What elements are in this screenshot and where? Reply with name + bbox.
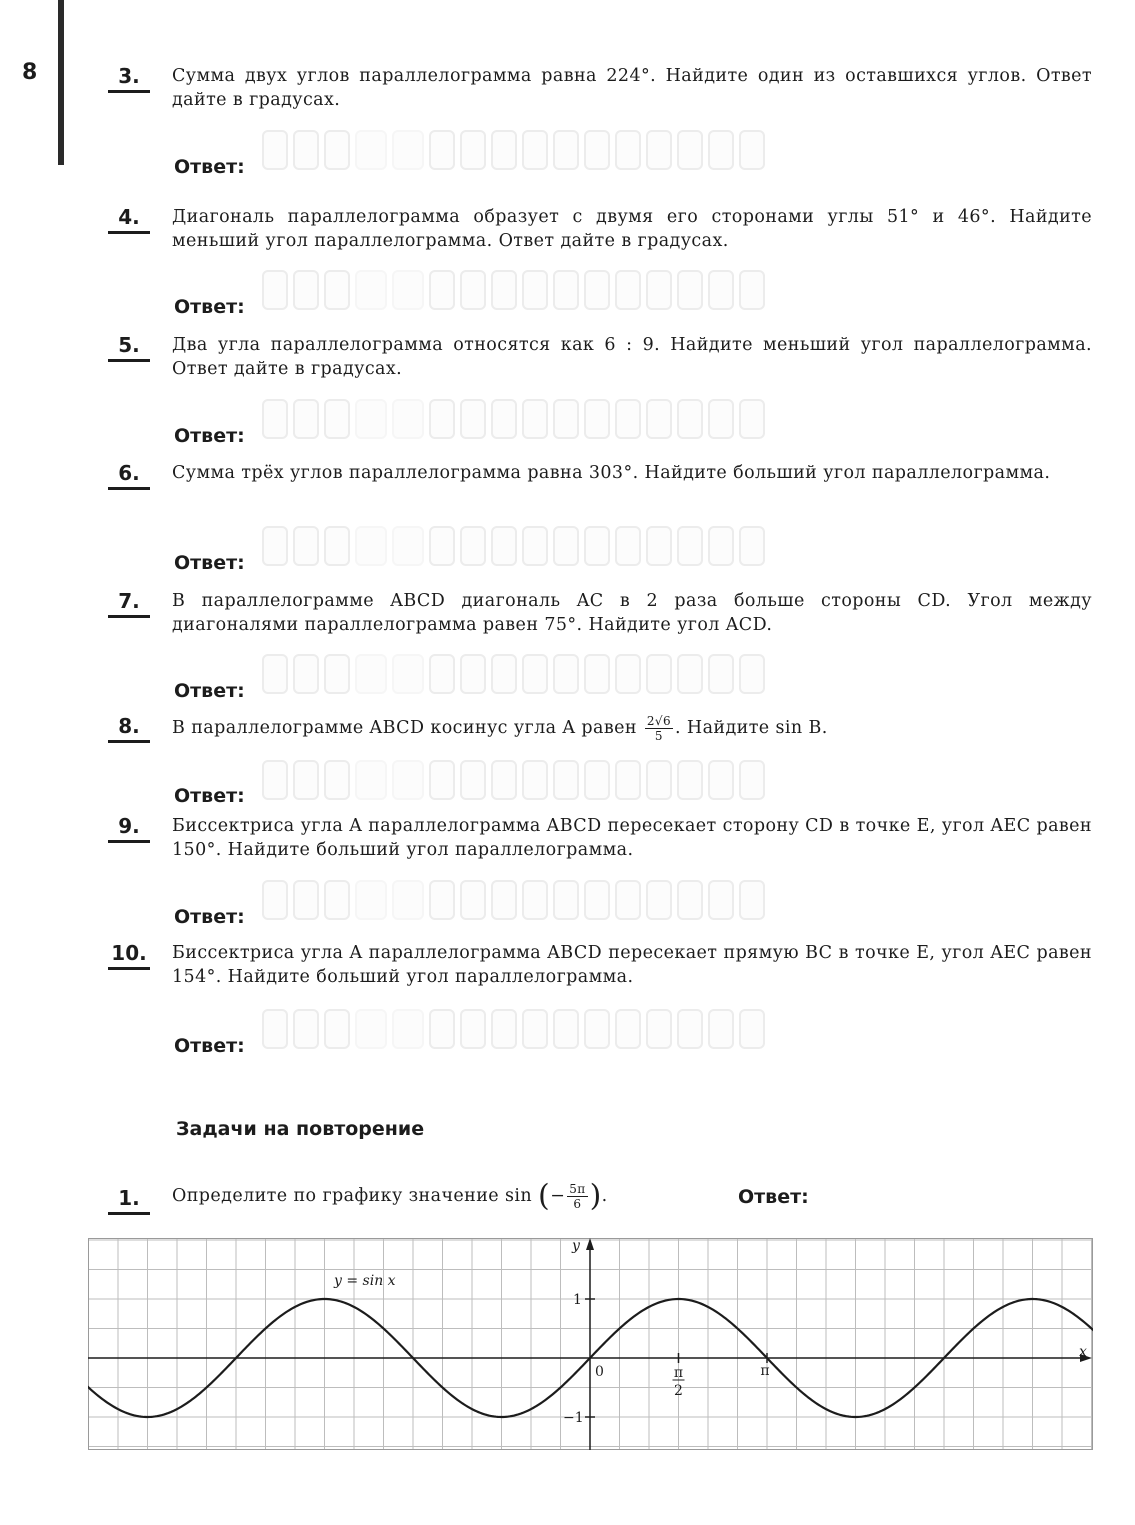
answer-cell[interactable] xyxy=(739,1009,765,1049)
answer-cell[interactable] xyxy=(739,270,765,310)
answer-cell[interactable] xyxy=(553,654,579,694)
answer-cell[interactable] xyxy=(708,399,734,439)
answer-label: Ответ: xyxy=(174,425,245,447)
answer-cell[interactable] xyxy=(615,270,641,310)
task-number: 6. xyxy=(108,461,150,490)
answer-cell[interactable] xyxy=(262,1009,288,1049)
answer-label: Ответ: xyxy=(174,552,245,574)
answer-cell[interactable] xyxy=(708,270,734,310)
answer-cell[interactable] xyxy=(392,1009,424,1049)
answer-cell[interactable] xyxy=(324,526,350,566)
answer-cells[interactable] xyxy=(262,1009,770,1049)
task-number: 3. xyxy=(108,64,150,93)
task-text-before: В параллелограмме ABCD косинус угла A равен xyxy=(172,718,637,738)
answer-cell[interactable] xyxy=(677,526,703,566)
fraction xyxy=(645,714,673,743)
answer-cell[interactable] xyxy=(460,1009,486,1049)
answer-cell[interactable] xyxy=(491,526,517,566)
answer-cell[interactable] xyxy=(392,654,424,694)
task-text: Два угла параллелограмма относятся как 6 : 9. Найдите меньший угол параллелограмма. Ответ дайте в градусах. xyxy=(172,335,1092,379)
answer-cell[interactable] xyxy=(584,760,610,800)
answer-cell[interactable] xyxy=(491,760,517,800)
answer-cell[interactable] xyxy=(491,399,517,439)
right-paren: ) xyxy=(589,1178,602,1214)
task-text: Диагональ параллелограмма образует с двумя его сторонами углы 51° и 46°. Найдите меньший угол параллелограмма. Ответ дайте в градусах. xyxy=(172,207,1092,251)
answer-cell[interactable] xyxy=(429,526,455,566)
answer-cell[interactable] xyxy=(646,526,672,566)
answer-cell[interactable] xyxy=(553,130,579,170)
answer-cell[interactable] xyxy=(646,880,672,920)
task-number: 1. xyxy=(108,1186,150,1215)
answer-cell[interactable] xyxy=(553,880,579,920)
answer-cell[interactable] xyxy=(262,654,288,694)
answer-cell[interactable] xyxy=(355,654,387,694)
task-text-after: . xyxy=(601,1186,608,1206)
answer-cell[interactable] xyxy=(584,130,610,170)
left-paren: ( xyxy=(538,1178,551,1214)
x-tick-label-pi-half-denominator: 2 xyxy=(674,1383,683,1399)
margin-bar xyxy=(58,0,64,165)
answer-cell[interactable] xyxy=(460,399,486,439)
answer-cell[interactable] xyxy=(584,654,610,694)
answer-label: Ответ: xyxy=(174,906,245,928)
answer-cell[interactable] xyxy=(677,760,703,800)
answer-cell[interactable] xyxy=(491,130,517,170)
answer-cell[interactable] xyxy=(324,760,350,800)
answer-cell[interactable] xyxy=(324,654,350,694)
answer-cell[interactable] xyxy=(677,130,703,170)
answer-cell[interactable] xyxy=(355,1009,387,1049)
answer-cell[interactable] xyxy=(739,526,765,566)
answer-cell[interactable] xyxy=(522,399,548,439)
answer-cell[interactable] xyxy=(392,880,424,920)
answer-cell[interactable] xyxy=(739,399,765,439)
answer-cell[interactable] xyxy=(553,270,579,310)
answer-cell[interactable] xyxy=(429,880,455,920)
minus-sign: − xyxy=(550,1186,566,1206)
answer-label: Ответ: xyxy=(174,680,245,702)
origin-label: 0 xyxy=(595,1364,604,1380)
function-label: y = sin x xyxy=(334,1273,396,1289)
answer-cell[interactable] xyxy=(522,880,548,920)
answer-cell[interactable] xyxy=(615,760,641,800)
task-text: Биссектриса угла A параллелограмма ABCD пересекает сторону CD в точке E, угол AEC равен 150°. Найдите больший угол параллелограмма. xyxy=(172,816,1092,860)
answer-cell[interactable] xyxy=(677,270,703,310)
answer-cell[interactable] xyxy=(262,270,288,310)
answer-cell[interactable] xyxy=(491,270,517,310)
task-text: Сумма трёх углов параллелограмма равна 303°. Найдите больший угол параллелограмма. xyxy=(172,463,1051,483)
answer-cell[interactable] xyxy=(293,1009,319,1049)
answer-cell[interactable] xyxy=(293,654,319,694)
answer-label: Ответ: xyxy=(174,296,245,318)
answer-cell[interactable] xyxy=(429,1009,455,1049)
x-tick-label-pi-half-numerator: π xyxy=(673,1365,684,1381)
answer-cell[interactable] xyxy=(708,526,734,566)
answer-cell[interactable] xyxy=(491,654,517,694)
answer-cells[interactable] xyxy=(262,526,770,566)
task-text xyxy=(172,714,1092,743)
answer-cell[interactable] xyxy=(392,760,424,800)
fraction xyxy=(567,1182,587,1211)
answer-cells[interactable] xyxy=(262,270,770,310)
answer-cell[interactable] xyxy=(262,526,288,566)
task-text: Сумма двух углов параллелограмма равна 224°. Найдите один из оставшихся углов. Ответ дайте в градусах. xyxy=(172,66,1092,110)
answer-cell[interactable] xyxy=(677,399,703,439)
answer-cell[interactable] xyxy=(355,130,387,170)
task-number: 10. xyxy=(108,941,150,970)
answer-cell[interactable] xyxy=(262,760,288,800)
task-number: 9. xyxy=(108,814,150,843)
answer-cell[interactable] xyxy=(460,130,486,170)
answer-cell[interactable] xyxy=(392,526,424,566)
answer-cell[interactable] xyxy=(355,880,387,920)
task-text-before: Определите по графику значение sin xyxy=(172,1186,533,1206)
answer-cell[interactable] xyxy=(293,130,319,170)
y-tick-label-1: 1 xyxy=(573,1292,582,1308)
answer-cell[interactable] xyxy=(262,130,288,170)
answer-cell[interactable] xyxy=(355,270,387,310)
x-tick-label-pi: π xyxy=(760,1363,770,1379)
answer-cell[interactable] xyxy=(646,270,672,310)
answer-cell[interactable] xyxy=(429,270,455,310)
answer-cells[interactable] xyxy=(262,880,770,920)
answer-cell[interactable] xyxy=(262,399,288,439)
answer-cell[interactable] xyxy=(293,270,319,310)
answer-cell[interactable] xyxy=(708,1009,734,1049)
answer-cell[interactable] xyxy=(646,130,672,170)
answer-cell[interactable] xyxy=(522,760,548,800)
answer-cell[interactable] xyxy=(460,760,486,800)
answer-label: Ответ: xyxy=(174,1035,245,1057)
answer-cell[interactable] xyxy=(460,880,486,920)
task-text-after: . Найдите sin B. xyxy=(675,718,828,738)
answer-cell[interactable] xyxy=(355,399,387,439)
answer-cell[interactable] xyxy=(522,1009,548,1049)
answer-cell[interactable] xyxy=(324,270,350,310)
answer-cell[interactable] xyxy=(584,880,610,920)
y-axis-label: y xyxy=(572,1238,580,1254)
answer-cell[interactable] xyxy=(708,880,734,920)
page-number: 8 xyxy=(22,60,37,85)
answer-cell[interactable] xyxy=(324,130,350,170)
answer-cell[interactable] xyxy=(553,399,579,439)
answer-cells[interactable] xyxy=(262,760,770,800)
answer-cell[interactable] xyxy=(584,270,610,310)
answer-cell[interactable] xyxy=(584,1009,610,1049)
answer-cell[interactable] xyxy=(708,760,734,800)
answer-label: Ответ: xyxy=(174,156,245,178)
answer-cell[interactable] xyxy=(615,1009,641,1049)
answer-cell[interactable] xyxy=(553,526,579,566)
answer-cell[interactable] xyxy=(355,526,387,566)
answer-cell[interactable] xyxy=(708,130,734,170)
answer-cell[interactable] xyxy=(615,880,641,920)
answer-cell[interactable] xyxy=(491,880,517,920)
section-title: Задачи на повторение xyxy=(176,1118,425,1140)
answer-cell[interactable] xyxy=(293,880,319,920)
answer-cell[interactable] xyxy=(553,1009,579,1049)
x-axis-label: x xyxy=(1079,1344,1087,1360)
answer-cell[interactable] xyxy=(429,654,455,694)
answer-cell[interactable] xyxy=(646,760,672,800)
answer-cell[interactable] xyxy=(429,130,455,170)
answer-cell[interactable] xyxy=(522,526,548,566)
answer-cell[interactable] xyxy=(708,654,734,694)
answer-cell[interactable] xyxy=(324,1009,350,1049)
answer-cell[interactable] xyxy=(491,1009,517,1049)
answer-cell[interactable] xyxy=(739,654,765,694)
answer-cell[interactable] xyxy=(646,654,672,694)
fraction-numerator: 5π xyxy=(569,1182,586,1196)
answer-cell[interactable] xyxy=(615,654,641,694)
answer-cell[interactable] xyxy=(615,526,641,566)
answer-cell[interactable] xyxy=(460,654,486,694)
answer-cell[interactable] xyxy=(553,760,579,800)
answer-cell[interactable] xyxy=(262,880,288,920)
answer-cell[interactable] xyxy=(739,130,765,170)
answer-cell[interactable] xyxy=(293,526,319,566)
answer-cell[interactable] xyxy=(522,270,548,310)
answer-cell[interactable] xyxy=(739,880,765,920)
answer-cells[interactable] xyxy=(262,130,770,170)
answer-cell[interactable] xyxy=(324,880,350,920)
answer-cell[interactable] xyxy=(584,526,610,566)
task-text xyxy=(172,1178,1092,1214)
task-text: В параллелограмме ABCD диагональ AC в 2 раза больше стороны CD. Угол между диагоналями параллелограмма равен 75°. Найдите угол ACD. xyxy=(172,591,1092,635)
task-number: 8. xyxy=(108,714,150,743)
answer-cell[interactable] xyxy=(522,130,548,170)
answer-cell[interactable] xyxy=(355,760,387,800)
answer-cell[interactable] xyxy=(293,760,319,800)
answer-cell[interactable] xyxy=(646,399,672,439)
answer-cell[interactable] xyxy=(615,130,641,170)
fraction-denominator: 6 xyxy=(573,1197,582,1211)
answer-cell[interactable] xyxy=(392,130,424,170)
answer-cell[interactable] xyxy=(615,399,641,439)
answer-cell[interactable] xyxy=(324,399,350,439)
answer-cell[interactable] xyxy=(392,270,424,310)
answer-cell[interactable] xyxy=(646,1009,672,1049)
answer-label: Ответ: xyxy=(174,785,245,807)
sine-graph xyxy=(88,1238,1093,1450)
fraction-numerator: 2√6 xyxy=(646,714,671,728)
answer-cells[interactable] xyxy=(262,654,770,694)
answer-cell[interactable] xyxy=(460,526,486,566)
answer-cell[interactable] xyxy=(392,399,424,439)
fraction-denominator: 5 xyxy=(654,729,663,743)
answer-cell[interactable] xyxy=(739,760,765,800)
answer-label: Ответ: xyxy=(738,1186,809,1208)
answer-cell[interactable] xyxy=(677,880,703,920)
answer-cells[interactable] xyxy=(262,399,770,439)
answer-cell[interactable] xyxy=(429,399,455,439)
task-number: 5. xyxy=(108,333,150,362)
answer-cell[interactable] xyxy=(677,1009,703,1049)
answer-cell[interactable] xyxy=(522,654,548,694)
answer-cell[interactable] xyxy=(460,270,486,310)
y-tick-label-minus-1: −1 xyxy=(563,1410,584,1426)
answer-cell[interactable] xyxy=(293,399,319,439)
answer-cell[interactable] xyxy=(584,399,610,439)
task-number: 4. xyxy=(108,205,150,234)
task-number: 7. xyxy=(108,589,150,618)
task-text: Биссектриса угла A параллелограмма ABCD пересекает прямую BC в точке E, угол AEC равен 154°. Найдите больший угол параллелограмма. xyxy=(172,943,1092,987)
answer-cell[interactable] xyxy=(429,760,455,800)
answer-cell[interactable] xyxy=(677,654,703,694)
